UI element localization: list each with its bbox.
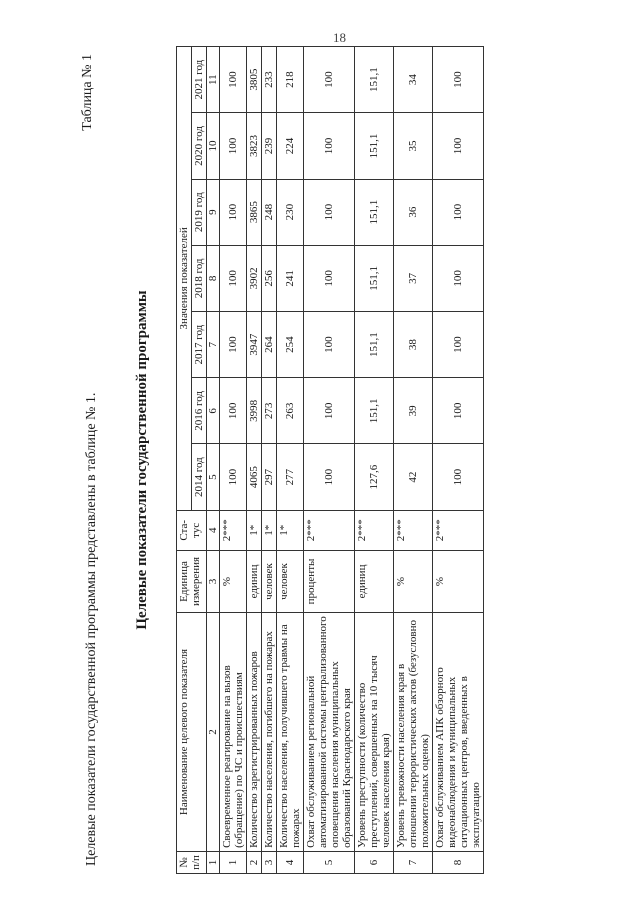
value-cell: 263: [277, 378, 304, 444]
unit-cell: проценты: [304, 550, 355, 612]
value-cell: 100: [220, 47, 247, 113]
header-year: 2021 год: [192, 47, 207, 113]
value-cell: 100: [304, 179, 355, 245]
value-cell: 100: [220, 378, 247, 444]
status-cell: 1*: [262, 510, 277, 550]
value-cell: 256: [262, 245, 277, 311]
table-row: [247, 47, 262, 874]
status-cell: 2***: [220, 510, 247, 550]
value-cell: 3947: [247, 312, 262, 378]
page-number: 18: [333, 30, 346, 45]
value-cell: 3998: [247, 378, 262, 444]
value-cell: 38: [394, 312, 433, 378]
value-cell: 100: [433, 378, 484, 444]
value-cell: 151,1: [355, 378, 394, 444]
column-index: 10: [207, 113, 220, 179]
value-cell: 37: [394, 245, 433, 311]
value-cell: 42: [394, 444, 433, 510]
unit-cell: человек: [262, 550, 277, 612]
column-index: 2: [207, 613, 220, 852]
value-cell: 233: [262, 47, 277, 113]
value-cell: 151,1: [355, 179, 394, 245]
value-cell: 224: [277, 113, 304, 179]
value-cell: 100: [433, 113, 484, 179]
table-row: [355, 47, 394, 874]
header-year: 2014 год: [192, 444, 207, 510]
row-number: 8: [433, 851, 484, 873]
column-index: 4: [207, 510, 220, 550]
value-cell: 100: [304, 444, 355, 510]
indicator-name: Уровень тревожности населения края в отношении террористических актов (безусловно положительных оценок): [394, 613, 433, 852]
column-index: 5: [207, 444, 220, 510]
value-cell: 100: [304, 47, 355, 113]
value-cell: 35: [394, 113, 433, 179]
table-row: [304, 47, 355, 874]
value-cell: 100: [304, 312, 355, 378]
value-cell: 218: [277, 47, 304, 113]
unit-cell: %: [433, 550, 484, 612]
column-index: 6: [207, 378, 220, 444]
unit-cell: человек: [277, 550, 304, 612]
row-number: 3: [262, 851, 277, 873]
value-cell: 277: [277, 444, 304, 510]
value-cell: 239: [262, 113, 277, 179]
table-row: [433, 47, 484, 874]
header-year: 2016 год: [192, 378, 207, 444]
value-cell: 100: [433, 444, 484, 510]
header-values-group: Значения показателей: [177, 47, 192, 511]
value-cell: 4065: [247, 444, 262, 510]
column-index: 7: [207, 312, 220, 378]
rotated-page: [80, 40, 560, 880]
value-cell: 100: [433, 312, 484, 378]
status-cell: 2***: [304, 510, 355, 550]
indicator-name: Количество зарегистрированных пожаров: [247, 613, 262, 852]
status-cell: 1*: [277, 510, 304, 550]
indicator-name: Количество населения, погибшего на пожарах: [262, 613, 277, 852]
value-cell: 34: [394, 47, 433, 113]
indicators-table: [176, 46, 484, 874]
indicator-name: Охват обслуживанием региональной автоматизированной системы централизованного оповещения населения муниципальных образований Краснодарского края: [304, 613, 355, 852]
value-cell: 151,1: [355, 47, 394, 113]
column-index-row: [207, 47, 220, 874]
indicator-name: Количество населения, получившего травмы на пожарах: [277, 613, 304, 852]
header-year: 2020 год: [192, 113, 207, 179]
value-cell: 100: [433, 179, 484, 245]
value-cell: 100: [220, 312, 247, 378]
value-cell: 100: [220, 245, 247, 311]
value-cell: 100: [220, 444, 247, 510]
header-unit: Единица измерения: [177, 550, 207, 612]
header-name: Наименование целевого показателя: [177, 613, 207, 852]
value-cell: 3902: [247, 245, 262, 311]
intro-text: Целевые показатели государственной программы представлены в таблице № 1.: [84, 392, 99, 866]
indicator-name: Охват обслуживанием АПК обзорного видеонаблюдения и муниципальных ситуационных центров, введенных в эксплуатацию: [433, 613, 484, 852]
header-num: № п/п: [177, 851, 207, 873]
value-cell: 230: [277, 179, 304, 245]
row-number: 7: [394, 851, 433, 873]
value-cell: 264: [262, 312, 277, 378]
table-label: Таблица № 1: [80, 54, 95, 131]
value-cell: 127,6: [355, 444, 394, 510]
value-cell: 100: [433, 47, 484, 113]
column-index: 9: [207, 179, 220, 245]
header-status: Ста-тус: [177, 510, 207, 550]
row-number: 4: [277, 851, 304, 873]
value-cell: 3823: [247, 113, 262, 179]
header-year: 2017 год: [192, 312, 207, 378]
value-cell: 100: [433, 245, 484, 311]
value-cell: 100: [304, 378, 355, 444]
value-cell: 151,1: [355, 245, 394, 311]
column-index: 8: [207, 245, 220, 311]
row-number: 5: [304, 851, 355, 873]
row-number: 6: [355, 851, 394, 873]
header-year: 2019 год: [192, 179, 207, 245]
value-cell: 151,1: [355, 113, 394, 179]
table-row: [277, 47, 304, 874]
indicator-name: Уровень преступности (количество преступлений, совершенных на 10 тысяч человек населения края): [355, 613, 394, 852]
value-cell: 3805: [247, 47, 262, 113]
status-cell: 2***: [394, 510, 433, 550]
value-cell: 248: [262, 179, 277, 245]
value-cell: 100: [304, 113, 355, 179]
indicator-name: Своевременное реагирование на вызов (обращение) по ЧС и происшествиям: [220, 613, 247, 852]
value-cell: 241: [277, 245, 304, 311]
table-row: [262, 47, 277, 874]
header-year: 2018 год: [192, 245, 207, 311]
status-cell: 1*: [247, 510, 262, 550]
value-cell: 151,1: [355, 312, 394, 378]
status-cell: 2***: [433, 510, 484, 550]
status-cell: 2***: [355, 510, 394, 550]
unit-cell: %: [394, 550, 433, 612]
unit-cell: единиц: [355, 550, 394, 612]
column-index: 11: [207, 47, 220, 113]
value-cell: 100: [220, 179, 247, 245]
row-number: 1: [220, 851, 247, 873]
table-title: Целевые показатели государственной программы: [134, 290, 150, 630]
value-cell: 39: [394, 378, 433, 444]
table-row: [220, 47, 247, 874]
value-cell: 100: [304, 245, 355, 311]
table-body: [220, 47, 484, 874]
column-index: 3: [207, 550, 220, 612]
value-cell: 297: [262, 444, 277, 510]
row-number: 2: [247, 851, 262, 873]
unit-cell: единиц: [247, 550, 262, 612]
value-cell: 273: [262, 378, 277, 444]
value-cell: 3865: [247, 179, 262, 245]
value-cell: 36: [394, 179, 433, 245]
value-cell: 100: [220, 113, 247, 179]
table-row: [394, 47, 433, 874]
value-cell: 254: [277, 312, 304, 378]
unit-cell: %: [220, 550, 247, 612]
column-index: 1: [207, 851, 220, 873]
